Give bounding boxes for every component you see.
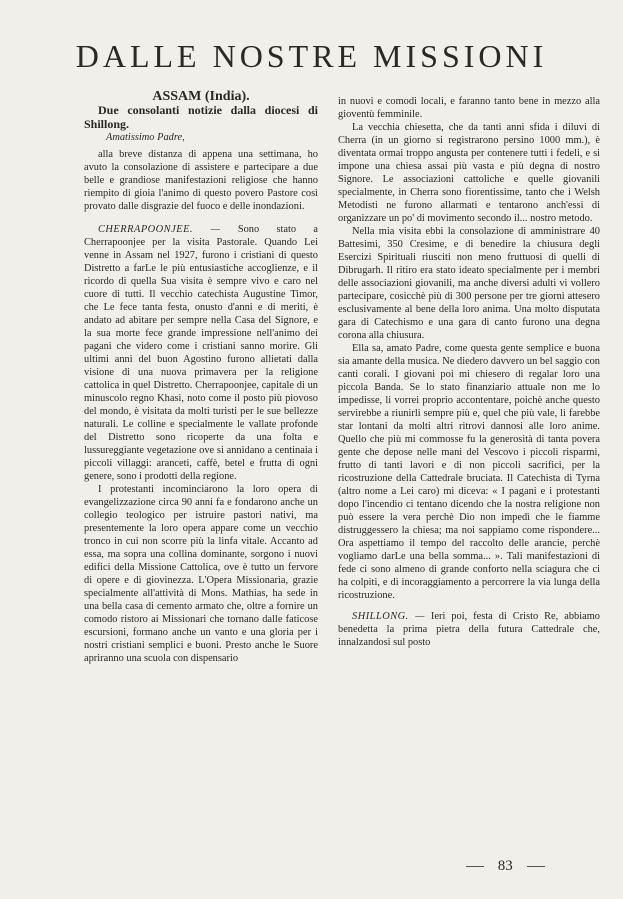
spacer xyxy=(84,213,318,223)
paragraph-visita: Nella mia visita ebbi la consolazione di amministrare 40 Battesimi, 350 Cresime, e di benedire la chiusura degli Esercizi Spirituali riusciti non meno fruttuosi di quelli di Dibrugarh. Il ritiro era stato ideato specialmente per i membri delle associazioni giovanili, ma anche diversi adulti vi vollero partecipare, cosicchè più di 300 persone per tre giorni attesero esclusivamente al bene della loro anima. Una molto disputata gara di Catechismo e una gara di canto furono una degna corona alla chiusura. xyxy=(338,226,600,341)
place-cherrapoonjee: CHERRAPOONJEE. — xyxy=(98,224,221,235)
paragraph-chiesetta: La vecchia chiesetta, che da tanti anni sfida i diluvi di Cherra (in un giorno si registrarono persino 1000 mm.), è diventata ormai troppo angusta per contenere tutti i fedeli, e si impone una chiesa assai più vasta e più degna di nostro Signore. Le associazioni cattoliche e quelle giovanili specialmente, in Cherra sono fiorentissime, tanto che i Welsh Metodisti ne furono allarmati e tentarono anch'essi di organizzare un po' di movimento secondo il... nostro metodo. xyxy=(338,122,600,224)
paragraph-protestanti: I protestanti incominciarono la loro opera di evangelizzazione circa 90 anni fa e fondarono anche un collegio teologico per istruire pastori nativi, ma presentemente la loro opera appare come un vecchio tronco in cui non scorre più la linfa vitale. Accanto ad essa, ma sopra una collina dominante, sorgono i nuovi edifici della Missione Cattolica, ove è tutto un fervore di opere e di giovinezza. L'Opera Missionaria, grazie specialmente all'attività di Mons. Mathias, ha sede in una bella casa di cemento armato che, oltre a fornire un comodo ristoro ai Missionari che tornano dalle faticose escursioni, formano anche un vanto e una gloria per i nostri cristiani semplici e buoni. Presto anche le Suore apriranno una scuola con dispensario xyxy=(84,484,318,664)
paragraph-musica: Ella sa, amato Padre, come questa gente semplice e buona sia amante della musica. Ne diedero davvero un bel saggio con canti corali. I giovani poi mi chiesero di regalar loro una piccola Banda. Se lo stato finanziario attuale non me lo impedisse, li vorrei proprio accontentare, poichè anche questo servirebbe a riunirli sempre più e, quel che più vale, li farebbe star lontani da molti altri ritrovi dannosi alle loro anime. Quello che più mi commosse fu la generosità di tanta povera gente che depose nelle mani del Vescovo i piccoli risparmi, frutto di tanti lavori e di non piccoli sacrifici, per la ricostruzione della Cattedrale bruciata. Il Catechista di Tyrna (altro nome a Lei caro) mi diceva: « I pagani e i protestanti dopo l'incendio ci tentano dicendo che la nostra religione non può essere la vera perchè Dio non impedì che le fiamme distruggessero la chiesa; ma noi sappiamo come rispondere... Ora aspettiamo il tempo del raccolto delle arancie, perchè vogliamo darLe una bella somma... ». Tali manifestazioni di fede ci sono almeno di grande conforto nella sciagura che ci ha colpiti, e di incoraggiamento a percorrere la via lunga della ricostruzione. xyxy=(338,343,600,601)
article-subtitle: Due consolanti notizie dalla diocesi di Shillong. xyxy=(84,103,318,131)
paragraph-shillong xyxy=(338,610,600,649)
place-shillong: SHILLONG. — xyxy=(352,611,425,622)
paragraph-continued: in nuovi e comodi locali, e faranno tanto bene in mezzo alla gioventù femminile. xyxy=(338,96,600,120)
article-region: ASSAM (India). xyxy=(152,89,250,104)
spacer xyxy=(338,602,600,610)
salutation: Amatissimo Padre, xyxy=(106,132,185,143)
right-column xyxy=(338,95,600,649)
section-title: DALLE NOSTRE MISSIONI xyxy=(75,38,548,74)
paragraph-cherrapoonjee-text: Sono stato a Cherrapoonjee per la visita Pastorale. Quando Lei venne in Assam nel 1927, furono i cristiani di questo Distretto a farLe le più entusiastiche accoglienze, e il ricordo di quella Sua visita è sempre vivo e caro nel cuore di tutti. Il vecchio catechista Augustine Timor, che Le fece tanta festa, onusto d'anni e di meriti, è andato ad abitare per sempre nella Casa del Signore, e la sua morte fece grande impressione nell'animo dei pagani che videro come i cristiani sanno morire. Gli ultimi anni del buon Agostino furono allietati dalla visione di una nuova primavera per la religione cattolica in quel Distretto. Cherrapoonjee, capitale di un minuscolo regno Khasi, noto come il posto più piovoso del mondo, è visitata da molti turisti per le sue bellezze naturali. Le colline e specialmente le vallate profonde del Distretto sono ricoperte da una folta e lussureggiante vegetazione ove si annidano a centinaia i piccoli villaggi: aranceti, caffè, betel e frutta di ogni genere, sono i prodotti della regione. xyxy=(84,224,318,482)
paragraph-shillong-text: Ieri poi, festa di Cristo Re, abbiamo benedetta la prima pietra della futura Cattedrale che, innalzandosi sul posto xyxy=(338,611,600,648)
left-column xyxy=(84,90,318,665)
paragraph-cherrapoonjee xyxy=(84,223,318,483)
paragraph-intro: alla breve distanza di appena una settimana, ho avuto la consolazione di assistere e partecipare a due belle e grandiose manifestazioni religiose che hanno riempito di gioia l'animo di questo povero Pastore così provato dalle disgrazie del fuoco e delle inondazioni. xyxy=(84,149,318,212)
footer-dash-left xyxy=(466,866,484,867)
page-number: 83 xyxy=(497,858,513,874)
page-footer xyxy=(460,858,590,875)
footer-dash-right xyxy=(527,866,545,867)
